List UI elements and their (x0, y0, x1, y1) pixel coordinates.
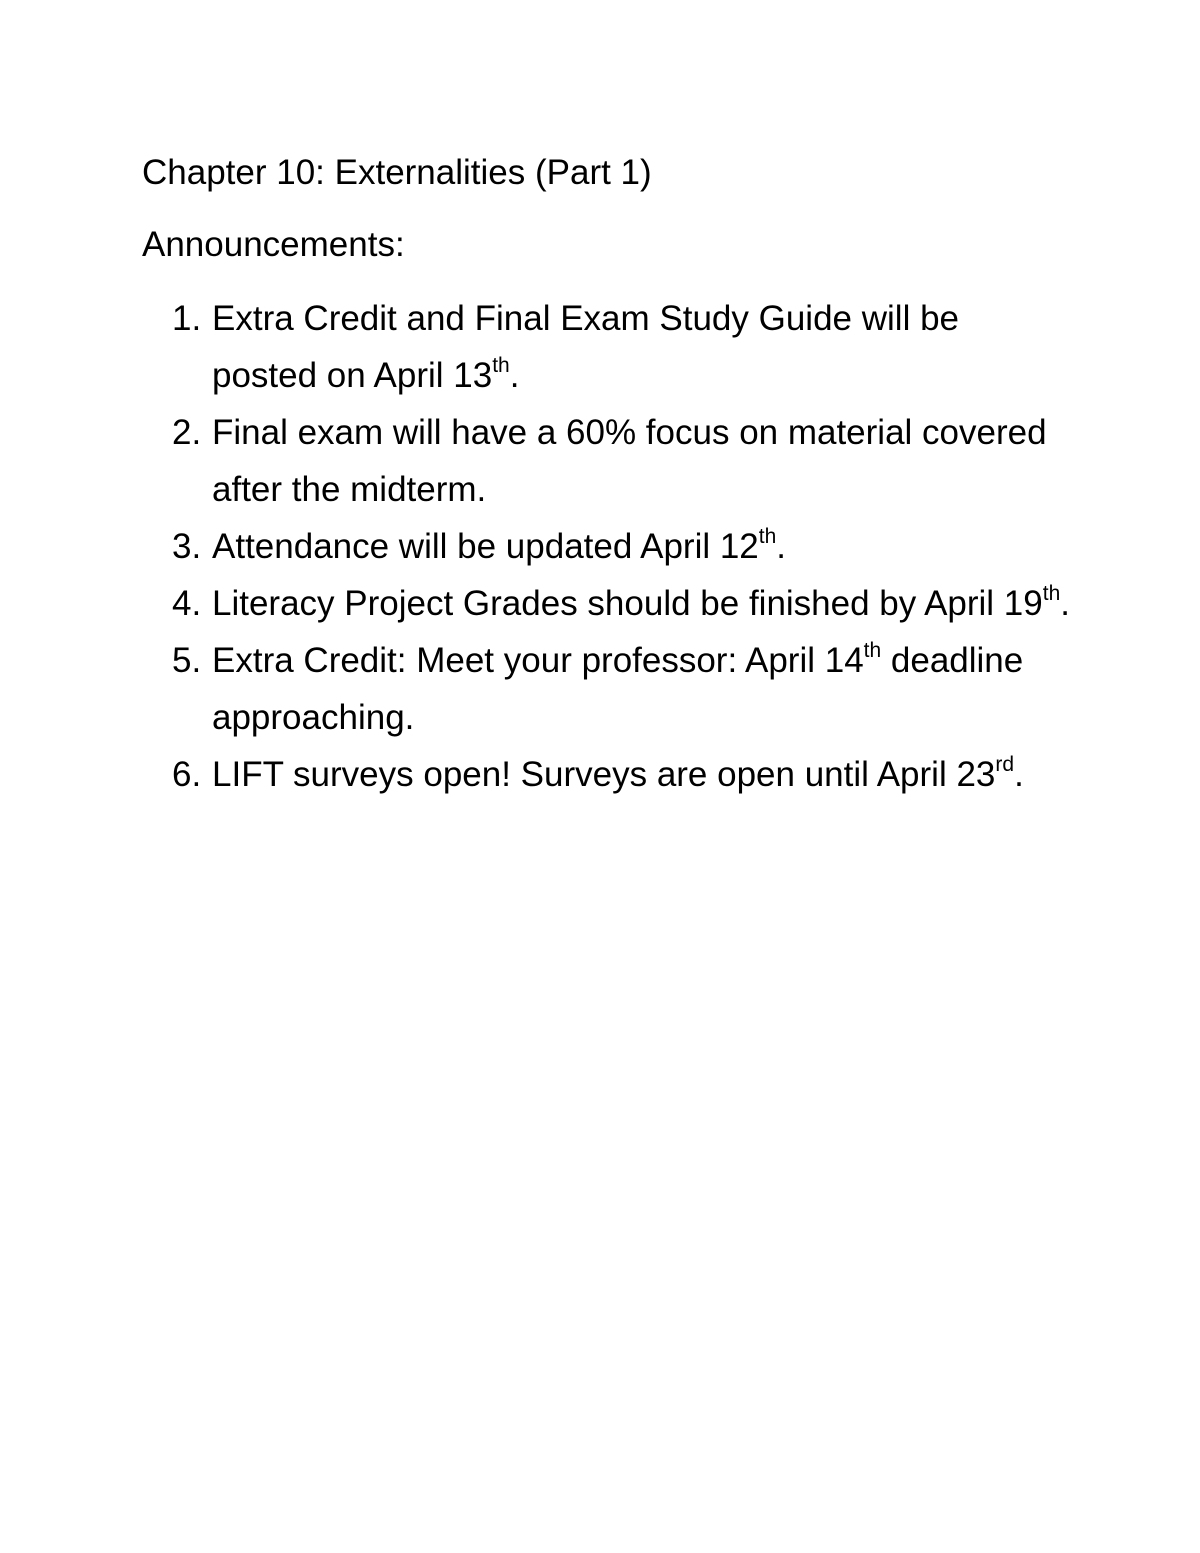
page-title: Chapter 10: Externalities (Part 1) (142, 153, 652, 192)
item-text: Extra Credit: Meet your professor: April 14th deadline approaching. (212, 639, 1024, 737)
ordinal-suffix: th (758, 525, 777, 549)
announcement-item-2 (142, 404, 1102, 518)
item-text: Final exam will have a 60% focus on material covered after the midterm. (212, 413, 1047, 509)
item-number: 5. (172, 641, 202, 680)
ordinal-suffix: th (1042, 582, 1061, 606)
document-content (142, 146, 1102, 803)
item-text: Extra Credit and Final Exam Study Guide will be posted on April 13th. (212, 299, 959, 395)
announcement-item-5 (142, 632, 1102, 746)
ordinal-suffix: rd (995, 753, 1015, 777)
item-number: 6. (172, 755, 202, 794)
item-number: 2. (172, 413, 202, 452)
item-text: Attendance will be updated April 12th. (212, 525, 787, 566)
announcement-item-1 (142, 290, 1102, 404)
item-number: 1. (172, 299, 202, 338)
announcement-list (142, 290, 1102, 803)
announcements-heading: Announcements: (142, 225, 405, 264)
ordinal-suffix: th (863, 639, 882, 663)
item-text: LIFT surveys open! Surveys are open until April 23rd. (212, 753, 1024, 794)
ordinal-suffix: th (492, 354, 510, 378)
item-number: 4. (172, 584, 202, 623)
announcement-item-4 (142, 575, 1102, 632)
announcement-item-6 (142, 746, 1102, 803)
item-text: Literacy Project Grades should be finished by April 19th. (212, 582, 1070, 623)
item-number: 3. (172, 527, 202, 566)
announcement-item-3 (142, 518, 1102, 575)
